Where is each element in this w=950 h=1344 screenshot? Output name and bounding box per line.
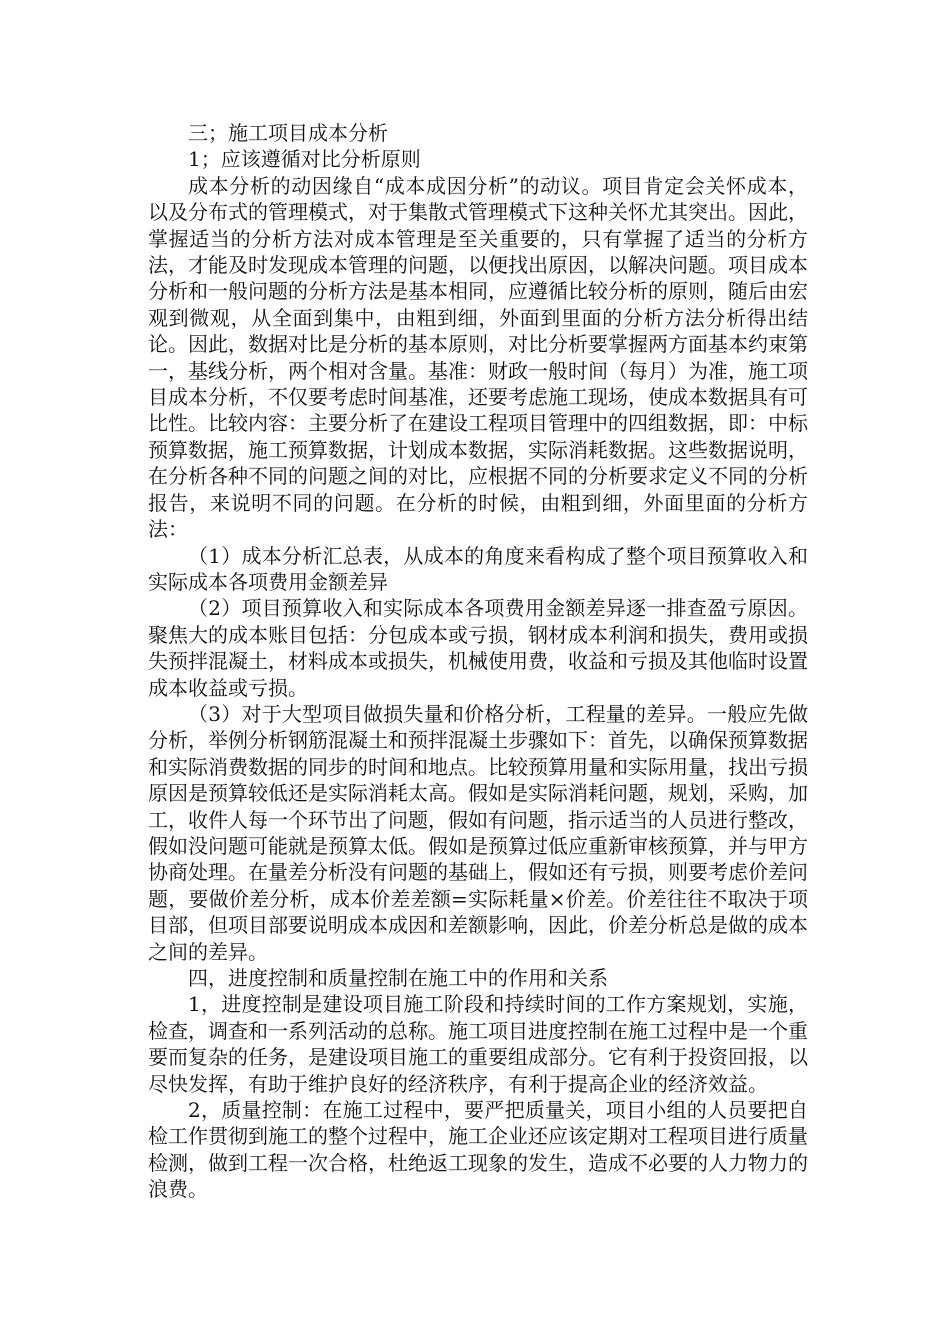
section-heading-3: 三；施工项目成本分析 <box>188 121 388 145</box>
section-heading-4: 四，进度控制和质量控制在施工中的作用和关系 <box>188 966 608 990</box>
list-item-2: （2）项目预算收入和实际成本各项费用金额差异逐一排查盈亏原因。聚焦大的成本账目包括：分包成本或亏损，钢材成本利润和损失，费用或损失预拌混凝土，材料成本或损失，机械使用费，收益和亏损及其他临时设置成本收益或亏损。 <box>148 596 808 700</box>
body-paragraph-progress: 1，进度控制是建设项目施工阶段和持续时间的工作方案规划，实施，检查，调查和一系列活动的总称。施工项目进度控制在施工过程中是一个重要而复杂的任务，是建设项目施工的重要组成部分。它有利于投资回报，以尽快发挥，有助于维护良好的经济秩序，有利于提高企业的经济效益。 <box>148 992 808 1096</box>
list-item-3: （3）对于大型项目做损失量和价格分析，工程量的差异。一般应先做分析，举例分析钢筋混凝土和预拌混凝土步骤如下：首先，以确保预算数据和实际消费数据的同步的时间和地点。比较预算用量和实际用量，找出亏损原因是预算较低还是实际消耗太高。假如是实际消耗问题，规划，采购，加工，收件人每一个环节出了问题，假如有问题，指示适当的人员进行整改，假如没问题可能就是预算太低。假如是预算过低应重新审核预算，并与甲方协商处理。在量差分析没有问题的基础上，假如还有亏损，则要考虑价差问题，要做价差分析，成本价差差额=实际耗量×价差。价差往往不取决于项目部，但项目部要说明成本成因和差额影响，因此，价差分析总是做的成本之间的差异。 <box>148 701 808 964</box>
body-paragraph: 成本分析的动因缘自“成本成因分析”的动议。项目肯定会关怀成本，以及分布式的管理模式，对于集散式管理模式下这种关怀尤其突出。因此，掌握适当的分析方法对成本管理是至关重要的，只有掌握了适当的分析方法，才能及时发现成本管理的问题，以便找出原因，以解决问题。项目成本分析和一般问题的分析方法是基本相同，应遵循比较分析的原则，随后由宏观到微观，从全面到集中，由粗到细，外面到里面的分析方法分析得出结论。因此，数据对比是分析的基本原则，对比分析要掌握两方面基本约束第一，基线分析，两个相对含量。基准：财政一般时间（每月）为准，施工项目成本分析，不仅要考虑时间基准，还要考虑施工现场，使成本数据具有可比性。比较内容：主要分析了在建设工程项目管理中的四组数据，即：中标预算数据，施工预算数据，计划成本数据，实际消耗数据。这些数据说明，在分析各种不同的问题之间的对比，应根据不同的分析要求定义不同的分析报告，来说明不同的问题。在分析的时候，由粗到细，外面里面的分析方法： <box>148 173 808 542</box>
document-page <box>148 120 808 1203</box>
list-item-1: （1）成本分析汇总表，从成本的角度来看构成了整个项目预算收入和实际成本各项费用金额差异 <box>148 543 808 594</box>
body-paragraph-quality: 2，质量控制：在施工过程中，要严把质量关，项目小组的人员要把自检工作贯彻到施工的整个过程中，施工企业还应该定期对工程项目进行质量检测，做到工程一次合格，杜绝返工现象的发生，造成不必要的人力物力的浪费。 <box>148 1098 808 1202</box>
subheading-1: 1；应该遵循对比分析原则 <box>188 147 421 172</box>
